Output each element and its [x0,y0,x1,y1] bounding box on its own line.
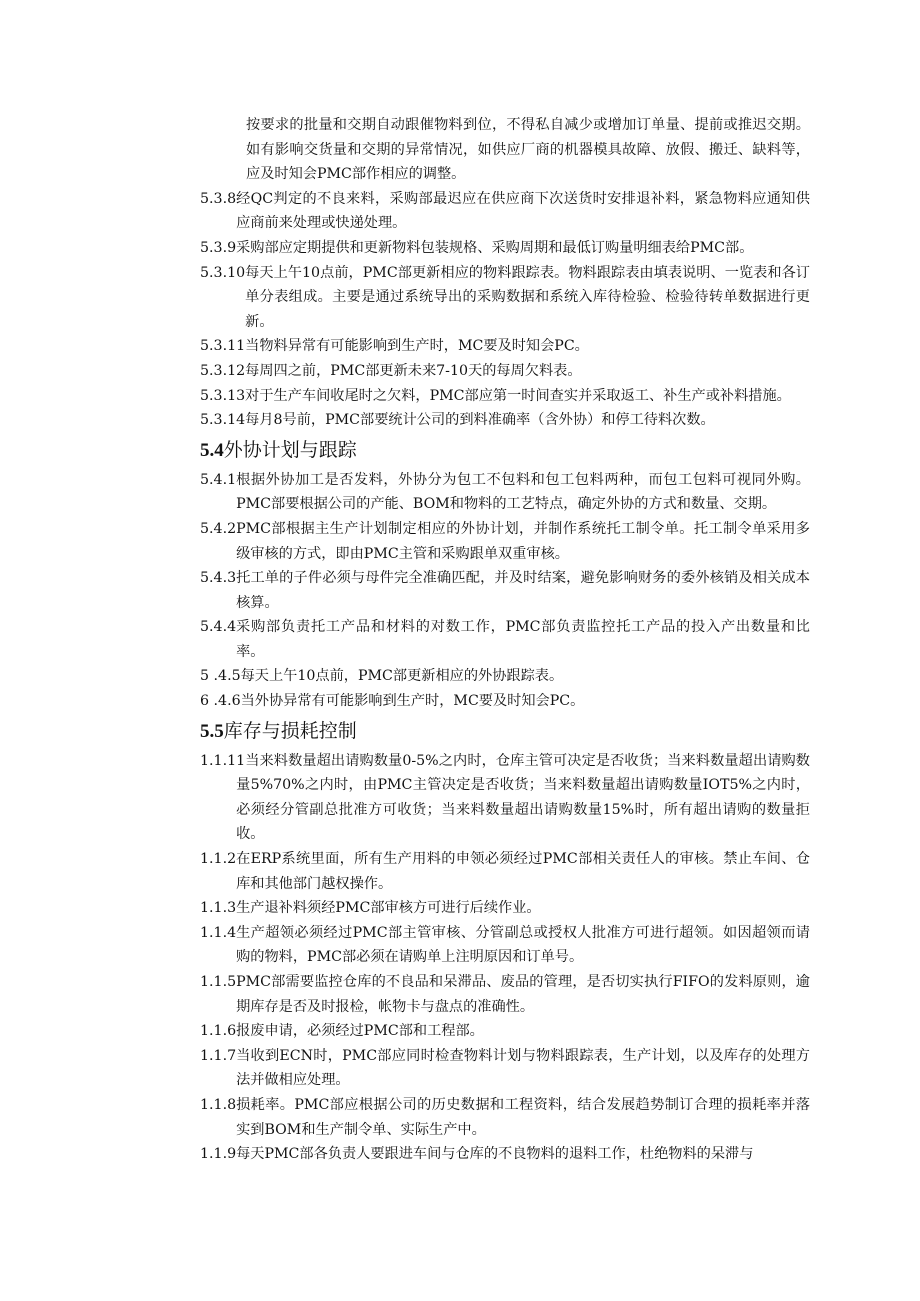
list-item [200,749,810,847]
item-text: 每天上午10点前，PMC部更新相应的外协跟踪表。 [240,668,564,685]
item-number: 5.4.3 [200,570,237,587]
item-number: 5.3.11 [200,338,246,355]
list-item [200,408,810,433]
list-item [200,1019,810,1044]
item-number: 5.3.8 [200,190,237,207]
item-number: 5.3.14 [200,412,246,429]
item-text: 经QC判定的不良来料，采购部最迟应在供应商下次送货时安排退补料，紧急物料应通知供应商前来处理或快递处理。 [236,190,810,232]
item-number: 6 .4.6 [200,693,241,710]
section-number: 5.4 [200,439,224,461]
item-number: 1.1.7 [200,1047,237,1064]
list-item [200,1142,810,1167]
item-number: 1.1.1 [200,752,237,769]
item-text: 报废申请，必须经过PMC部和工程部。 [236,1023,484,1040]
item-number: 5.3.9 [200,239,237,256]
list-item [200,334,810,359]
item-text: 1当来料数量超出请购数量0-5%之内时，仓库主管可决定是否收货；当来料数量超出请购数量5%70%之内时，由PMC主管决定是否收货；当来料数量超出请购数量IOT5%之内时，必须经分管副总批准方可收货；当来料数量超出请购数量15%时，所有超出请购的数量拒收。 [236,752,810,843]
list-item [200,970,810,1019]
item-number: 5.3.13 [200,387,246,404]
list-item [200,468,810,517]
item-number: 1.1.6 [200,1023,237,1040]
item-number: 1.1.3 [200,900,237,917]
item-text: 每月8号前，PMC部要统计公司的到料准确率（含外协）和停工待料次数。 [245,412,715,429]
list-item [200,1044,810,1093]
section-number: 5.5 [200,720,224,742]
item-number: 1.1.9 [200,1146,237,1163]
list-item [200,187,810,236]
section-5-5-items [200,749,810,1167]
item-number: 5 .4.5 [200,668,241,685]
list-item [200,847,810,896]
list-item [200,236,810,261]
item-number: 5.4.2 [200,520,237,537]
list-item [200,921,810,970]
item-text: 生产退补料须经PMC部审核方可进行后续作业。 [236,900,541,917]
section-heading-5-4 [200,433,810,468]
item-text: 采购部负责托工产品和材料的对数工作，PMC部负责监控托工产品的投入产出数量和比率。 [236,619,810,660]
item-number: 5.3.10 [200,264,246,281]
list-item [200,689,810,714]
item-text: 根据外协加工是否发料，外协分为包工不包料和包工包料两种，而包工包料可视同外购。PMC部要根据公司的产能、BOM和物料的工艺特点，确定外协的方式和数量、交期。 [236,471,810,513]
item-number: 1.1.5 [200,974,237,990]
list-item [200,615,810,664]
list-item [200,566,810,615]
item-text: 采购部应定期提供和更新物料包装规格、采购周期和最低订购量明细表给PMC部。 [236,239,754,256]
item-text: 在ERP系统里面，所有生产用料的申领必须经过PMC部相关责任人的审核。禁止车间、仓库和其他部门越权操作。 [236,851,810,892]
list-item [200,1093,810,1142]
section-heading-5-5 [200,714,810,749]
item-text: 每天PMC部各负责人要跟进车间与仓库的不良物料的退料工作，杜绝物料的呆滞与 [236,1146,754,1163]
list-item [200,896,810,921]
item-number: 5.4.1 [200,471,237,488]
item-text: 对于生产车间收尾时之欠料，PMC部应第一时间查实并采取返工、补生产或补料措施。 [245,387,791,404]
item-number: 1.1.8 [200,1096,237,1113]
item-text: 当收到ECN时，PMC部应同时检查物料计划与物料跟踪表，生产计划，以及库存的处理方法并做相应处理。 [236,1047,810,1089]
item-number: 1.1.4 [200,924,237,941]
list-item [200,384,810,409]
item-text: 生产超领必须经过PMC部主管审核、分管副总或授权人批准方可进行超领。如因超领而请购的物料，PMC部必须在请购单上注明原因和订单号。 [236,924,810,966]
item-text: 当外协异常有可能影响到生产时，MC要及时知会PC。 [240,693,585,710]
list-item [200,359,810,384]
item-text: 每周四之前，PMC部更新未来7-10天的每周欠料表。 [245,362,582,379]
document-content [200,113,810,1167]
list-item [200,664,810,689]
lead-paragraph: 按要求的批量和交期自动跟催物料到位，不得私自减少或增加订单量、提前或推迟交期。如有影响交货量和交期的异常情况，如供应厂商的机器模具故障、放假、搬迁、缺料等，应及时知会PMC部作相应的调整。 [246,117,810,183]
item-text: 每天上午10点前，PMC部更新相应的物料跟踪表。物料跟踪表由填表说明、一览表和各订单分表组成。主要是通过系统导出的采购数据和系统入库待检验、检验待转单数据进行更新。 [245,264,810,330]
item-text: PMC部根据主生产计划制定相应的外协计划，并制作系统托工制令单。托工制令单采用多级审核的方式，即由PMC主管和采购跟单双重审核。 [236,520,810,562]
item-text: PMC部需要监控仓库的不良品和呆滞品、废品的管理，是否切实执行FIFO的发料原则，逾期库存是否及时报检，帐物卡与盘点的准确性。 [236,974,810,1015]
section-5-4-items [200,468,810,714]
list-item [200,261,810,335]
item-text: 当物料异常有可能影响到生产时，MC要及时知会PC。 [245,338,589,355]
item-number: 1.1.2 [200,851,237,868]
item-text: 损耗率。PMC部应根据公司的历史数据和工程资料，结合发展趋势制订合理的损耗率并落实到BOM和生产制令单、实际生产中。 [236,1096,810,1138]
item-number: 5.4.4 [200,619,237,636]
section-5-3-items [200,187,810,433]
item-text: 托工单的子件必须与母件完全准确匹配，并及时结案，避免影响财务的委外核销及相关成本核算。 [236,570,810,611]
list-item [200,517,810,566]
item-number: 5.3.12 [200,362,246,379]
section-title: 外协计划与跟踪 [223,438,357,461]
section-title: 库存与损耗控制 [223,719,357,742]
